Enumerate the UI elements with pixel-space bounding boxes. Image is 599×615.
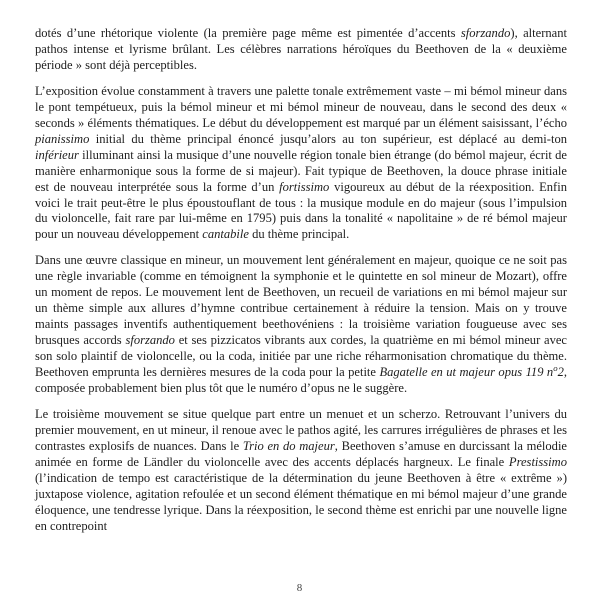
- text-run: L’exposition évolue constamment à travers une palette tonale extrêmement vaste – mi bémol mineur dans le pont tempétueux, puis la bémol mineur et mi bémol mineur de nouveau, dans le second des deux « seconds » éléments thématiques. Le début du développement est marqué par un élément saisissant, l’écho: [35, 83, 567, 130]
- italic-term: sforzando: [460, 26, 511, 40]
- italic-term: cantabile: [202, 227, 249, 242]
- page-number: 8: [296, 582, 303, 594]
- document-body: [35, 26, 567, 545]
- italic-term: pianissimo: [35, 131, 90, 146]
- text-run: dotés d’une rhétorique violente (la première page même est pimentée d’accents: [35, 26, 461, 40]
- italic-term: sforzando: [125, 333, 175, 348]
- text-run: du thème principal.: [248, 227, 350, 242]
- text-run: vigoureux au début de la réexposition. Enfin voici le trait peut-être le plus époustouflant de tous : la musique module en do majeur (sous l’impulsion du violoncelle, fait rare par lui-même en 1795) puis dans la tonalité « napolitaine » de ré bémol majeur pour un nouveau développement: [35, 179, 567, 242]
- paragraph-1: [35, 26, 567, 74]
- text-run: , composée probablement bien plus tôt que le numéro d’opus ne le suggère.: [35, 365, 567, 396]
- text-run: initial du thème principal énoncé jusqu’alors au ton supérieur, est déplacé au demi-ton: [89, 131, 567, 146]
- italic-term: inférieur: [35, 147, 79, 162]
- text-run: Le troisième mouvement se situe quelque part entre un menuet et un scherzo. Retrouvant l’univers du premier mouvement, en ut mineur, il renoue avec le pathos agité, les carrures irrégulières de phrases et les contrastes explosifs de nuances. Dans le: [35, 406, 567, 453]
- paragraph-4: [35, 407, 567, 535]
- text-run: illuminant ainsi la musique d’une nouvelle région tonale bien étrange (do bémol majeur, écrit de manière enharmonique sous la forme de si majeur). Fait typique de Beethoven, la douce phrase initiale est de nouveau interprétée sous la forme d’un: [35, 147, 567, 194]
- paragraph-3: [35, 253, 567, 397]
- italic-term: Bagatelle en ut majeur opus 119 n: [379, 365, 554, 380]
- text-run: (l’indication de tempo est caractéristique de la détermination du jeune Beethoven à être « extrême ») juxtapose violence, agitation refoulée et un second élément thématique en mi bémol majeur d’une grande éloquence, une tendresse lyrique. Dans la réexposition, le second thème est enrichi par une nouvelle ligne en contrepoint: [35, 470, 567, 533]
- paragraph-2: [35, 84, 567, 244]
- italic-term: Trio en do majeur: [242, 438, 335, 453]
- text-run: ), alternant pathos intense et lyrisme brûlant. Les célèbres narrations héroïques du Beethoven de la « deuxième période » sont déjà perceptibles.: [35, 26, 567, 72]
- italic-term: Prestissimo: [508, 454, 567, 469]
- italic-term: 2: [557, 365, 564, 380]
- text-run: et ses pizzicatos vibrants aux cordes, la quatrième en mi bémol mineur avec son solo plaintif de violoncelle, ou la coda, initiée par une riche réharmonisation chromatique du thème. Beethoven emprunta les dernières mesures de la coda pour la petite: [35, 333, 568, 380]
- text-run: Dans une œuvre classique en mineur, un mouvement lent généralement en majeur, quoique ce ne soit pas une règle invariable (comme en témoignent la symphonie et le quintette en sol mineur de Mozart), offre un moment de repos. Le mouvement lent de Beethoven, un recueil de variations en mi bémol majeur sur un thème simple aux allures d’hymne contribue certainement à réduire la tension. Mais on y trouve maints passages inventifs authentiquement beethovéniens : la troisième variation fougueuse avec ses brusques accords: [35, 253, 567, 348]
- superscript-text: o: [553, 362, 558, 373]
- italic-term: fortissimo: [279, 179, 330, 194]
- text-run: , Beethoven s’amuse en durcissant la mélodie animée en forme de Ländler du violoncelle avec des accents déplacés hargneux. Le finale: [35, 438, 568, 469]
